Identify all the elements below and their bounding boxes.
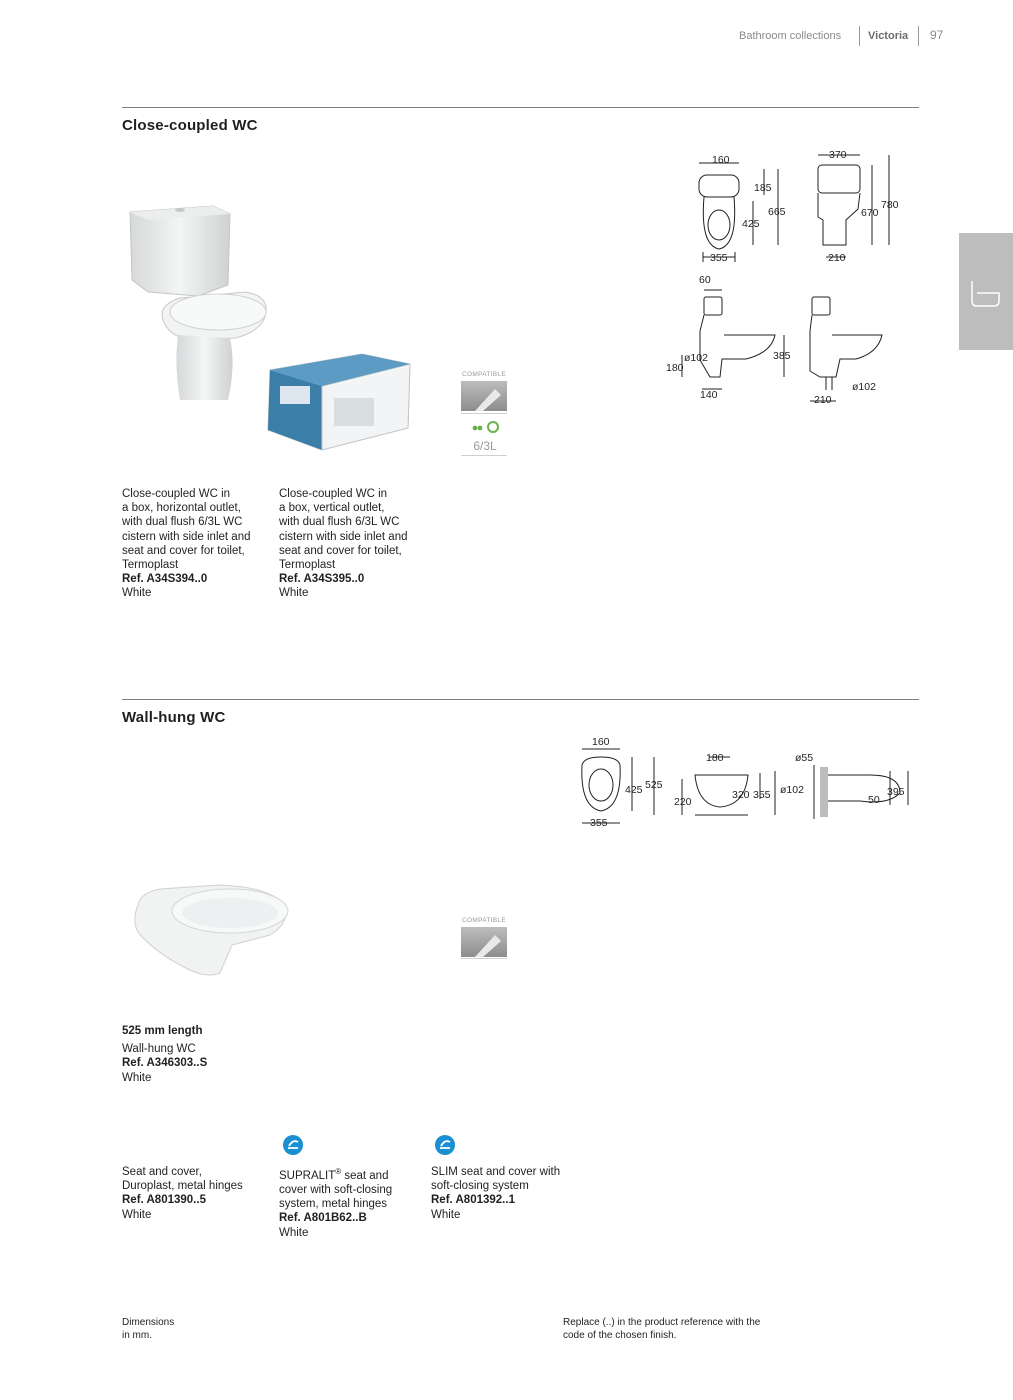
- dim-label: 140: [700, 389, 718, 401]
- product-finish: White: [122, 1071, 152, 1084]
- product-description: 525 mm length Wall-hung WC Ref. A346303..S White: [122, 1025, 208, 1084]
- header-divider: [918, 26, 919, 46]
- flush-volume: 6/3L: [473, 439, 497, 453]
- dim-label: 160: [712, 154, 730, 166]
- section-title-wall-hung: Wall-hung WC: [122, 709, 226, 726]
- dim-label: 185: [754, 182, 772, 194]
- seat-description: Seat and cover, Duroplast, metal hinges Ref. A801390..5 White: [122, 1166, 243, 1221]
- dim-label: 355: [753, 789, 771, 801]
- header-collection: Victoria: [868, 30, 909, 42]
- footer-finish-note: Replace (..) in the product reference with the code of the chosen finish.: [563, 1317, 761, 1341]
- close-coupled-dimension-drawing: [660, 145, 920, 415]
- dim-label: 210: [828, 252, 846, 264]
- dim-label: 210: [814, 394, 832, 406]
- wall-hung-dimension-drawing: [570, 735, 915, 830]
- seat-description: SUPRALIT® seat and cover with soft-closing system, metal hinges Ref. A801B62..B White: [279, 1167, 393, 1239]
- dim-label: 385: [773, 350, 791, 362]
- product-ref: Ref. A801B62..B: [279, 1212, 367, 1225]
- dim-label: 355: [590, 817, 608, 829]
- dim-label: 665: [768, 206, 786, 218]
- product-ref: Ref. A801392..1: [431, 1194, 515, 1207]
- compatible-system-icon: [461, 381, 507, 411]
- footer-dimensions-note: Dimensions in mm.: [122, 1317, 175, 1341]
- compatible-badge: [461, 917, 507, 957]
- header-divider: [859, 26, 860, 46]
- dim-label: 525: [645, 779, 663, 791]
- section-rule: [122, 107, 919, 108]
- dim-label: 160: [592, 736, 610, 748]
- header-section: Bathroom collections: [739, 30, 842, 42]
- dim-label: ø102: [684, 352, 708, 364]
- soft-close-icon: [283, 1135, 303, 1155]
- water-drops-icon: [470, 420, 500, 434]
- product-finish: White: [122, 587, 152, 600]
- divider: [461, 455, 507, 456]
- compatible-system-icon: [461, 927, 507, 957]
- dim-label: 50: [868, 794, 880, 806]
- page-number: 97: [930, 28, 944, 42]
- dim-label: 370: [829, 149, 847, 161]
- compatible-label: COMPATIBLE: [462, 917, 506, 924]
- dim-label: ø55: [795, 752, 814, 764]
- section-title-close-coupled: Close-coupled WC: [122, 117, 258, 134]
- dim-label: 60: [699, 274, 711, 286]
- dim-label: ø102: [780, 784, 804, 796]
- bathtub-icon: [959, 233, 1013, 350]
- product-finish: White: [431, 1208, 461, 1221]
- product-ref: Ref. A346303..S: [122, 1057, 208, 1070]
- dim-label: 425: [625, 784, 643, 796]
- product-ref: Ref. A801390..5: [122, 1194, 206, 1207]
- dual-flush-badge: [462, 420, 508, 453]
- dim-label: 780: [881, 199, 899, 211]
- product-heading: 525 mm length: [122, 1025, 203, 1037]
- section-tab: [959, 233, 1013, 350]
- section-rule: [122, 699, 919, 700]
- product-ref: Ref. A34S394..0: [122, 573, 208, 586]
- dim-label: 220: [674, 796, 692, 808]
- product-description: Close-coupled WC in a box, horizontal outlet, with dual flush 6/3L WC cistern with side inlet and seat and cover for toilet, Termoplast Ref. A34S394..0 White: [122, 488, 251, 600]
- divider: [461, 958, 507, 959]
- wall-hung-wc-photo: [120, 875, 295, 1000]
- product-finish: White: [279, 1226, 309, 1239]
- dim-label: 180: [706, 752, 724, 764]
- product-finish: White: [122, 1208, 152, 1221]
- product-description: Close-coupled WC in a box, vertical outlet, with dual flush 6/3L WC cistern with side inlet and seat and cover for toilet, Termoplast Ref. A34S395..0 White: [279, 488, 408, 600]
- dim-label: 320: [732, 789, 750, 801]
- dim-label: 425: [742, 218, 760, 230]
- dim-label: 355: [710, 252, 728, 264]
- dim-label: 395: [887, 786, 905, 798]
- product-ref: Ref. A34S395..0: [279, 573, 365, 586]
- compatible-badge: [461, 371, 507, 411]
- divider: [461, 413, 507, 414]
- compatible-label: COMPATIBLE: [462, 371, 506, 378]
- dim-label: ø102: [852, 381, 876, 393]
- dim-label: 180: [666, 362, 684, 374]
- seat-description: SLIM seat and cover with soft-closing system Ref. A801392..1 White: [431, 1166, 561, 1221]
- dim-label: 670: [861, 207, 879, 219]
- soft-close-icon: [435, 1135, 455, 1155]
- product-finish: White: [279, 587, 309, 600]
- packaging-box-photo: [262, 350, 412, 455]
